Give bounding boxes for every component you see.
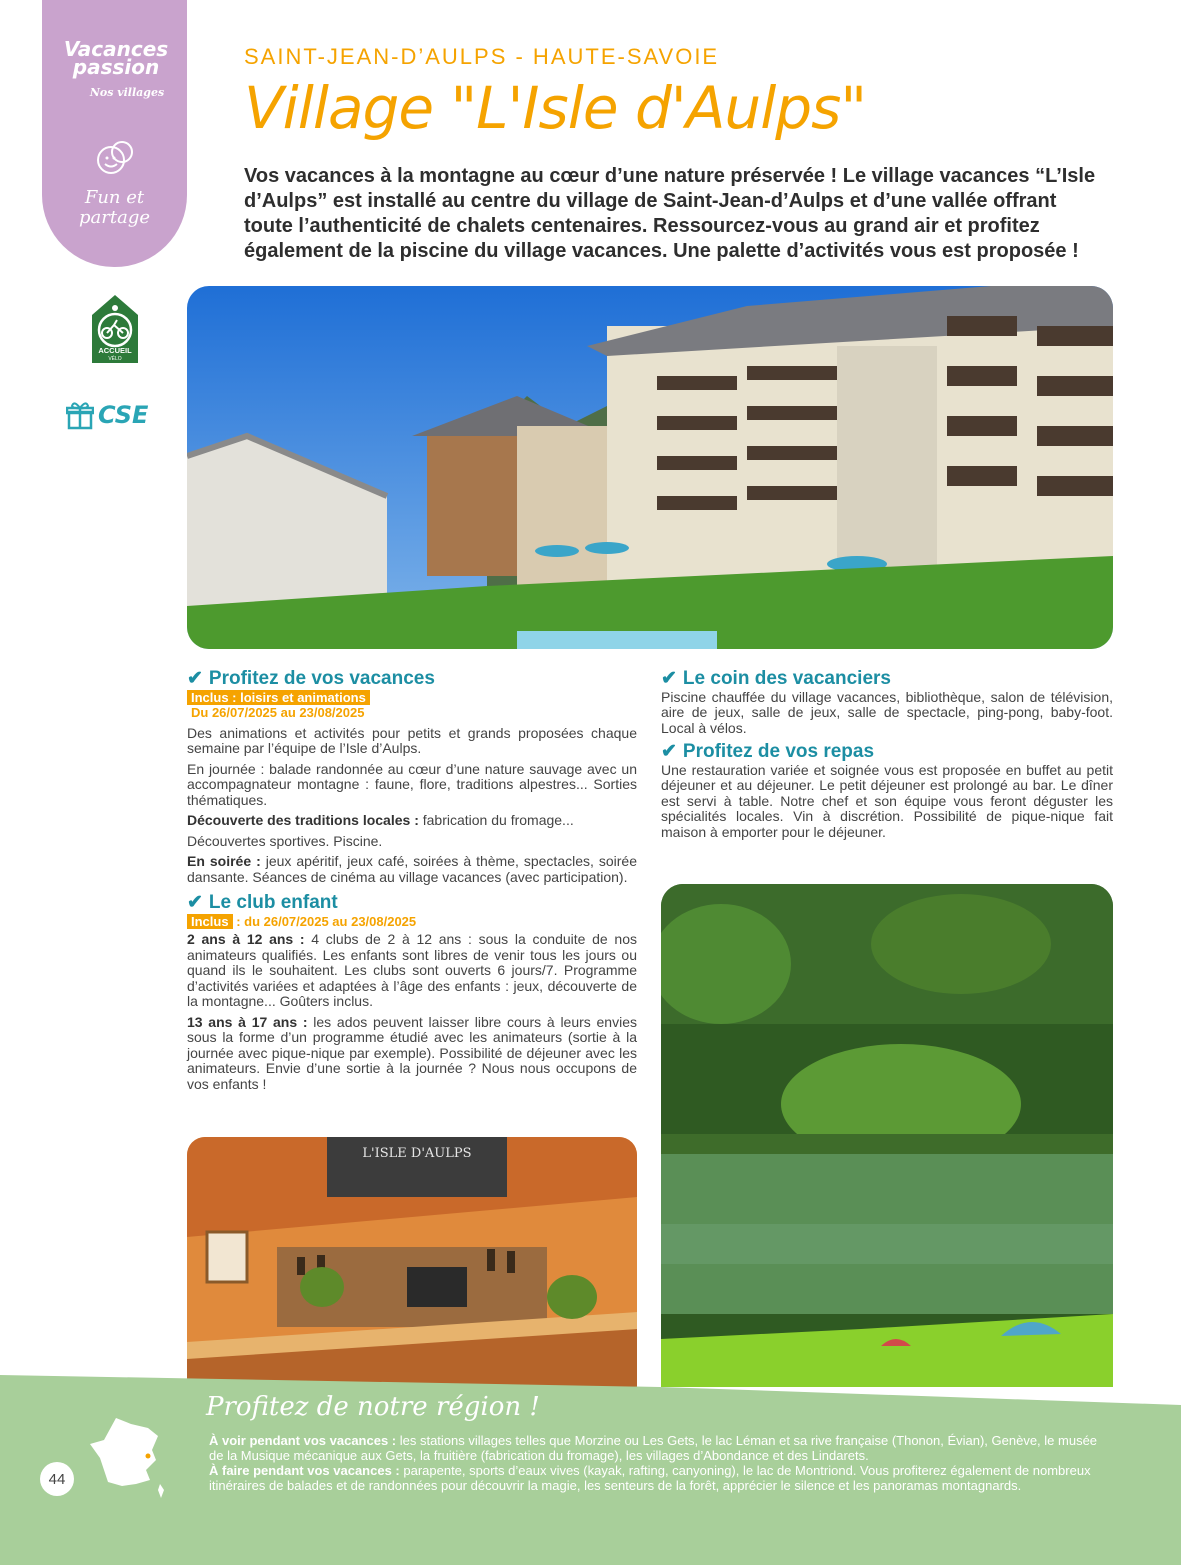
- paragraph: 2 ans à 12 ans : 4 clubs de 2 à 12 ans : sous la conduite de nos animateurs qualifiés. Les enfants sont libres de venir tous les jours ou quand ils le souhaitent. Les clubs sont ouverts 6 jours/7. Programme d’activités variées et adaptées à l’âge des enfants : jeux, découverte de la montagne... Goûters inclus.: [187, 931, 637, 1009]
- cse-text: CSE: [98, 401, 149, 429]
- section-title-text: Le club enfant: [208, 892, 338, 913]
- footer-voir: À voir pendant vos vacances : les stations villages telles que Morzine ou Les Gets, le lac Léman et sa rive française (Thonon, Évian), Genève, le musée de la Musique mécanique aux Gets, la fruitière (fabrication du fromage), les villages d’Abondance et des Lindarets.: [209, 1433, 1098, 1463]
- lake-photo: [661, 884, 1113, 1387]
- included-tag: Inclus : loisirs et animations: [187, 690, 370, 705]
- velo-label-top: ACCUEIL: [98, 346, 132, 355]
- paragraph: 13 ans à 17 ans : les ados peuvent laisser libre cours à leurs envies sous la forme d’un programme étudié avec les animateurs (sortie à la journée avec pique-nique par exemple). Possibilité de déjeuner avec les animateurs. Envie d’une sortie à la journée ? Nous nous occupons de vos enfants !: [187, 1013, 637, 1092]
- brand-logo-subtitle: Nos villages: [89, 86, 165, 99]
- page-title: Village "L'Isle d'Aulps": [244, 74, 867, 142]
- check-icon: ✔: [187, 892, 203, 913]
- theme-badge: [42, 0, 187, 267]
- paragraph: Découverte des traditions locales : fabrication du fromage...: [187, 812, 574, 828]
- right-column: [661, 668, 1113, 845]
- intro-paragraph: Vos vacances à la montagne au cœur d’une nature préservée ! Le village vacances “L’Isle d’Aulps” est installé au centre du village de Saint-Jean-d’Aulps et d’une vallée offrant toute l’authenticité de chalets centenaires. Ressourcez-vous au grand air et profitez également de la piscine du village vacances. Une palette d’activités vous est proposée !: [244, 165, 1096, 262]
- paragraph: Une restauration variée et soignée vous est proposée en buffet au petit déjeuner et au déjeuner. Le petit déjeuner est prolongé au bar. Le dîner est servi à table. Notre chef et son équipe vous feront déguster les spécialités locales. Vin à discrétion. Possibilité de pique-nique fait maison à emporter pour le déjeuner.: [661, 761, 1113, 840]
- france-map-icon: [86, 1414, 166, 1500]
- section-title-text: Le coin des vacanciers: [682, 668, 891, 689]
- bar-photo: [187, 1137, 637, 1387]
- velo-label-bottom: VÉLO: [108, 356, 122, 362]
- village-building-photo: [187, 286, 1113, 649]
- brand-logo: Vacances passion: [63, 37, 169, 79]
- section-title-text: Profitez de vos repas: [682, 741, 875, 762]
- left-column: [187, 668, 637, 1097]
- paragraph: En journée : balade randonnée au cœur d’une nature sauvage avec un accompagnateur montagne : faune, flore, traditions alpestres... Sorties thématiques.: [187, 760, 637, 808]
- date-range: Du 26/07/2025 au 23/08/2025: [191, 705, 365, 720]
- page-number: 44: [40, 1462, 74, 1496]
- paragraph: Découvertes sportives. Piscine.: [187, 832, 383, 849]
- section-title-text: Profitez de vos vacances: [208, 668, 435, 689]
- section-title-club-enfant: [187, 892, 637, 913]
- footer-title: Profitez de notre région !: [206, 1392, 540, 1422]
- paragraph: En soirée : jeux apéritif, jeux café, soirées à thème, spectacles, soirée dansante. Séances de cinéma au village vacances (avec participation).: [187, 853, 637, 885]
- footer-faire: À faire pendant vos vacances : parapente, sports d’eaux vives (kayak, rafting, canyoning), le lac de Montriond. Vous profiterez également de nombreux itinéraires de balades et de randonnées pour découvrir la magie, les senteurs de la forêt, apprécier le silence et les panoramas montagnards.: [209, 1463, 1091, 1493]
- accueil-velo-icon: [90, 293, 140, 365]
- paragraph: Piscine chauffée du village vacances, bibliothèque, salon de télévision, aire de jeux, salle de jeux, salle de spectacle, ping-pong, baby-foot. Local à vélos.: [661, 688, 1113, 736]
- date-range: : du 26/07/2025 au 23/08/2025: [232, 913, 417, 929]
- section-title-vacances: [187, 668, 637, 689]
- check-icon: ✔: [187, 668, 203, 689]
- check-icon: ✔: [661, 741, 677, 762]
- bar-sign-text: L'ISLE D'AULPS: [362, 1146, 472, 1161]
- footer-text: [209, 1433, 1114, 1493]
- gift-icon: [66, 400, 94, 430]
- section-title-coin-vacanciers: [661, 668, 1113, 689]
- cse-label: [66, 398, 158, 432]
- location-subtitle: SAINT-JEAN-D’AULPS - HAUTE-SAVOIE: [244, 44, 720, 69]
- theme-label: Fun et partage: [79, 187, 150, 228]
- included-tag: Inclus: [187, 914, 233, 929]
- paragraph: Des animations et activités pour petits et grands proposées chaque semaine par l’équipe de l’Isle d’Aulps.: [187, 724, 637, 756]
- section-title-repas: [661, 741, 1113, 762]
- smiley-icon: [94, 138, 136, 180]
- check-icon: ✔: [661, 668, 677, 689]
